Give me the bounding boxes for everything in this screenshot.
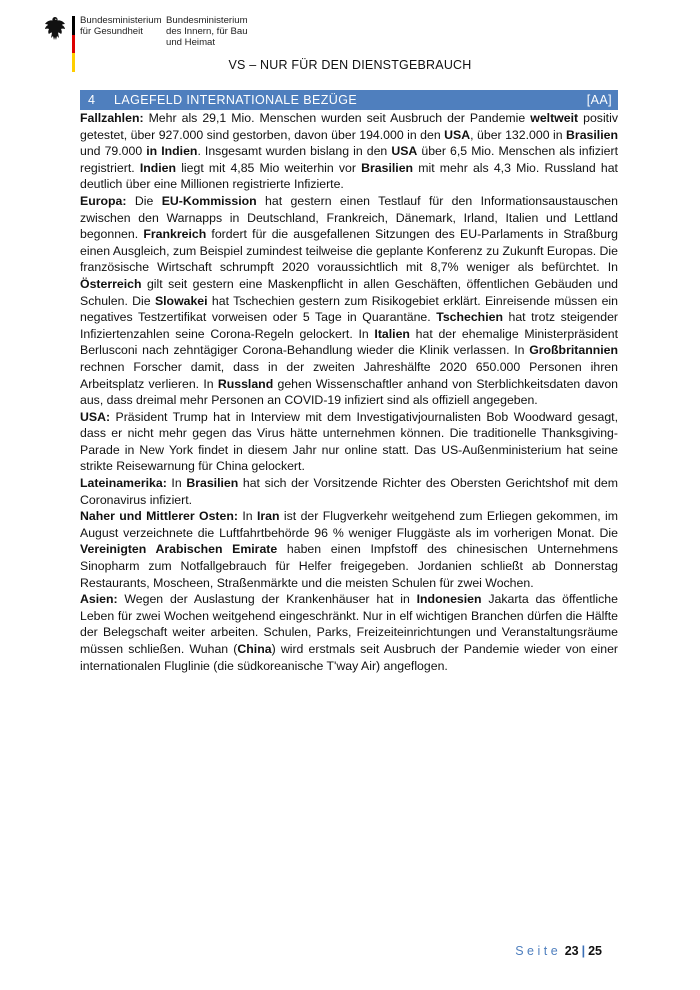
bold-run: Russland — [217, 376, 274, 391]
text-run: fordert für die ausgefallenen Sitzungen des EU-Parlaments in Straßburg einen Ausgleich, zum Beispiel zumindest teilweise die geplante Konferenz zu Zukunft Europas. Die französische Wirtschaft schrumpft 2020 voraussichtlich mit 8,7% weniger als befürchtet. In — [80, 227, 618, 275]
text-run: . Insgesamt wurden bislang in den — [197, 144, 392, 159]
text-run: hat trotz steigender Infiziertenzahlen seine Corona-Regeln gelockert. In — [80, 310, 619, 341]
page-label: Seite — [515, 944, 562, 958]
flag-stripe-red — [72, 35, 75, 54]
ministry-interior-label — [166, 15, 248, 48]
bold-run: Naher und Mittlerer Osten: — [80, 509, 238, 524]
text-run: hat der ehemalige Ministerpräsident Berlusconi nach zehntägiger Corona-Behandlung wieder die Klinik verlassen. In — [80, 326, 618, 358]
paragraph — [80, 110, 618, 193]
bold-run: Indien — [139, 160, 177, 175]
text-run: In — [166, 476, 187, 491]
ministry-interior-line-1: Bundesministerium — [166, 15, 248, 26]
federal-eagle-icon — [44, 16, 66, 42]
section-body — [80, 110, 618, 674]
page-number: 23 — [564, 944, 579, 958]
text-run: hat gestern einen Testlauf für den Informationsaustauschen zwischen den Warnapps in Deutschland, Frankreich, Dänemark, Irland, Italien und Lettland begonnen. — [80, 193, 618, 242]
bold-run: weltweit — [530, 111, 579, 125]
paragraph — [80, 591, 618, 674]
text-run: und 79.000 — [80, 144, 147, 159]
ministry-health-line-1: Bundesministerium — [80, 15, 162, 26]
flag-stripe-black — [72, 16, 75, 35]
text-run: mit mehr als 4,3 Mio. Russland hat deutlich über eine Millionen registrierte Infizierte. — [80, 160, 618, 192]
bold-run: Österreich — [80, 276, 142, 291]
bold-run: USA: — [80, 409, 111, 424]
paragraph — [80, 193, 618, 409]
text-run: , über 132.000 in — [470, 127, 567, 142]
bold-run: China — [237, 642, 272, 656]
bold-run: Italien — [374, 326, 410, 341]
text-run: hat Tschechien gestern zum Risikogebiet erklärt. Einreisende müssen ein negatives Testzertifikat vorweisen oder 5 Tage in Quarantäne. — [80, 293, 618, 325]
paragraph — [80, 475, 618, 508]
bold-run: Großbritannien — [529, 343, 618, 358]
bold-run: Tschechien — [436, 310, 503, 325]
bold-run: Asien: — [80, 592, 118, 607]
bold-run: Brasilien — [566, 127, 618, 142]
bold-run: USA — [391, 144, 418, 159]
text-run: Mehr als 29,1 Mio. Menschen wurden seit Ausbruch der Pandemie — [143, 111, 531, 125]
text-run: ist der Flugverkehr weitgehend zum Erliegen gekommen, im August verzeichnete die Luftfahrtbehörde 96 % weniger Fluggäste als im vorherigen Monat. Die — [80, 509, 618, 540]
bold-run: Vereinigten Arabischen Emirate — [80, 542, 278, 557]
text-run: positiv getestet, über 927.000 sind gestorben, davon über 194.000 in den — [80, 111, 618, 142]
paragraph — [80, 409, 618, 475]
bold-run: Indonesien — [416, 592, 482, 607]
classification-marking: VS – NUR FÜR DEN DIENSTGEBRAUCH — [228, 58, 472, 72]
bold-run: Brasilien — [186, 476, 239, 491]
page-footer — [515, 944, 602, 958]
text-run: gilt seit gestern eine Maskenpflicht in allen Geschäften, öffentlichen Gebäuden und Schulen. Die — [80, 276, 618, 308]
text-run: Jakarta das öffentliche Leben für zwei Wochen weitgehend eingeschränkt. Nur in elf wichtigen Branchen dürfen die Hälfte der Belegschaft weiter arbeiten. Schulen, Parks, Freizeiteinrichtungen und Veranstaltungsräume müssen schließen. Wuhan ( — [80, 592, 618, 656]
bold-run: Frankreich — [143, 227, 207, 242]
bold-run: Fallzahlen: — [80, 111, 144, 125]
bold-run: Lateinamerika: — [80, 476, 167, 491]
text-run: gehen Wissenschaftler anhand von Sterblichkeitsdaten davon aus, dass dreimal mehr Personen an COVID-19 infiziert sind als offiziell angegeben. — [80, 376, 619, 408]
ministry-interior-line-2: des Innern, für Bau — [166, 26, 248, 37]
text-run: Wegen der Auslastung der Krankenhäuser hat in — [117, 592, 417, 607]
text-run: In — [237, 509, 257, 524]
text-run: liegt mit 4,85 Mio weiterhin vor — [176, 160, 362, 175]
section-title: LAGEFELD INTERNATIONALE BEZÜGE — [114, 93, 358, 107]
bold-run: EU-Kommission — [161, 193, 257, 208]
text-run: Die — [126, 193, 162, 208]
ministry-health-line-2: für Gesundheit — [80, 26, 143, 37]
ministry-interior-line-3: und Heimat — [166, 37, 216, 48]
bold-run: Slowakei — [154, 293, 208, 308]
bold-run: Iran — [256, 509, 280, 524]
text-run: hat sich der Vorsitzende Richter des Obersten Gerichtshof mit dem Coronavirus infiziert. — [80, 476, 618, 507]
section-tag: [AA] — [586, 93, 612, 107]
text-run: haben einen Impfstoff des chinesischen Unternehmens Sinopharm zum Notfallgebrauch für Helfer freigegeben. Jordanien schließt ab Donnerstag Restaurants, Moscheen, Straßenmärkte und die meisten Schulen für zwei Wochen. — [80, 542, 618, 590]
bold-run: USA — [444, 127, 471, 142]
paragraph — [80, 508, 618, 591]
text-run: über 6,5 Mio. Menschen als infiziert registriert. — [80, 144, 618, 175]
bold-run: Europa: — [80, 193, 127, 208]
bold-run: Brasilien — [361, 160, 414, 175]
section-header — [80, 90, 618, 110]
text-run: rechnen Forscher damit, dass in der zweiten Jahreshälfte 2020 650.000 Personen ihren Arbeitsplatz verlieren. In — [80, 359, 618, 391]
page-separator: | — [581, 944, 586, 958]
section-number: 4 — [88, 93, 96, 107]
bold-run: in Indien — [146, 144, 198, 159]
text-run: Präsident Trump hat in Interview mit dem Investigativjournalisten Bob Woodward gesagt, dass er nicht mehr gegen das Virus hätte unternehmen können. Die traditionelle Thanksgiving-Parade in New York findet in diesem Jahr nur online statt. Das US-Außenministerium hat seine strikte Reisewarnung für China gelockert. — [80, 409, 618, 474]
ministry-health-label — [80, 15, 162, 37]
page-total: 25 — [588, 944, 602, 958]
text-run: ) wird erstmals seit Ausbruch der Pandemie wieder von einer internationalen Fluglinie (die südkoreanische T'way Air) angeflogen. — [80, 642, 619, 673]
